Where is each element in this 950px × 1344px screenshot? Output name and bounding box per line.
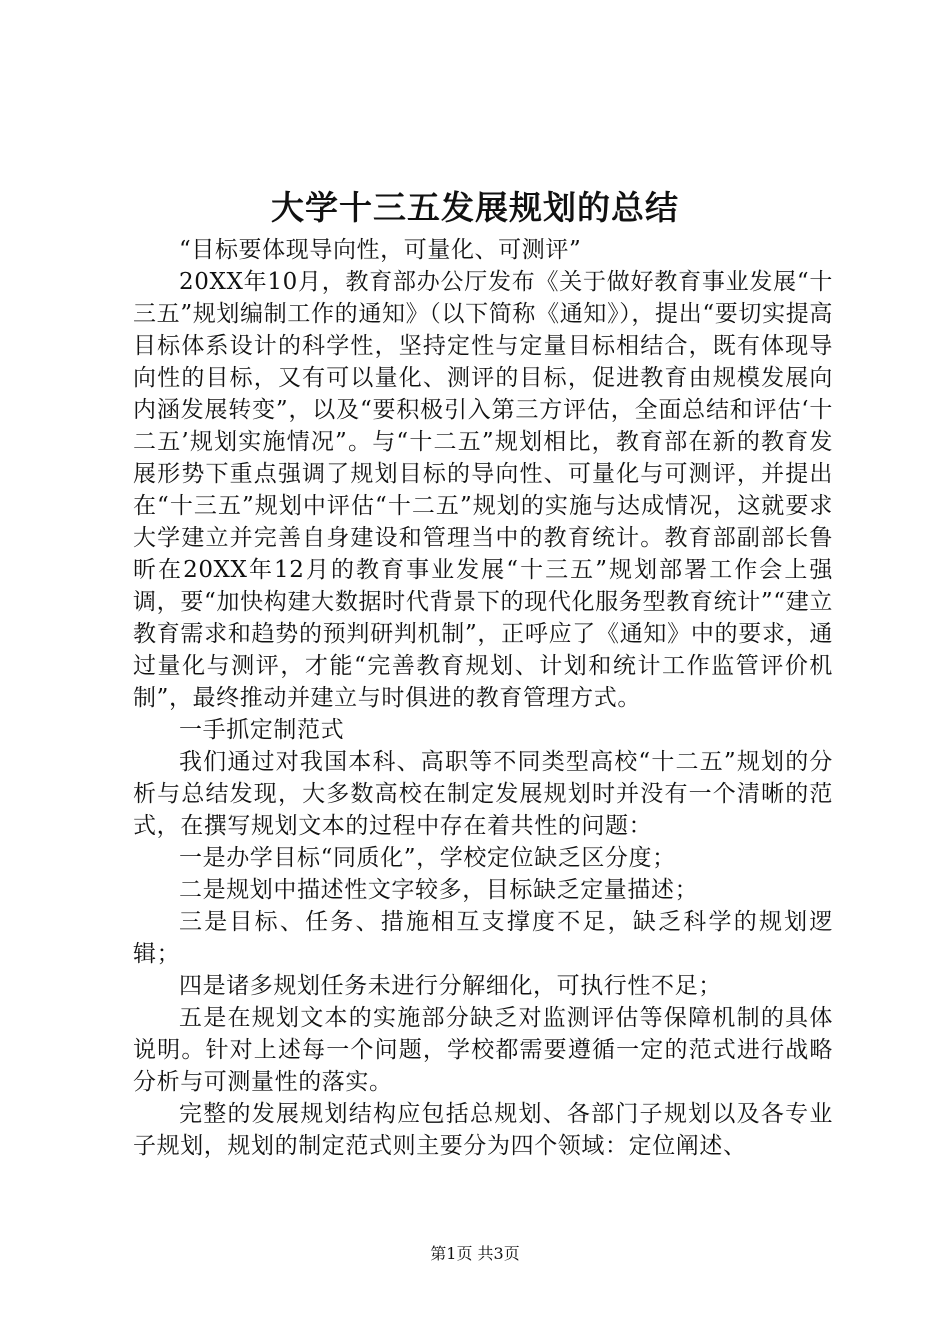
paragraph-issue-4: 四是诸多规划任务未进行分解细化，可执行性不足；	[179, 973, 722, 999]
document-title: 大学十三五发展规划的总结	[271, 188, 679, 227]
paragraph-analysis: 我们通过对我国本科、高职等不同类型高校“十二五”规划的分析与总结发现，大多数高校在制定发展规划时并没有一个清晰的范式，在撰写规划文本的过程中存在着共性的问题：	[133, 749, 833, 839]
page-number-footer: 第1页 共3页	[430, 1244, 520, 1263]
paragraph-issue-3: 三是目标、任务、措施相互支撑度不足，缺乏科学的规划逻辑；	[133, 909, 833, 967]
paragraph-issue-2: 二是规划中描述性文字较多，目标缺乏定量描述；	[179, 877, 699, 903]
paragraph-heading-paradigm: 一手抓定制范式	[179, 717, 345, 743]
document-body	[133, 234, 833, 1162]
paragraph-heading-goals: “目标要体现导向性，可量化、可测评”	[179, 237, 582, 263]
paragraph-issue-5: 五是在规划文本的实施部分缺乏对监测评估等保障机制的具体说明。针对上述每一个问题，学校都需要遵循一定的范式进行战略分析与可测量性的落实。	[133, 1005, 833, 1095]
paragraph-notice: 20XX年10月，教育部办公厅发布《关于做好教育事业发展“十三五”规划编制工作的通知》（以下简称《通知》），提出“要切实提高目标体系设计的科学性，坚持定性与定量目标相结合，既有体现导向性的目标，又有可以量化、测评的目标，促进教育由规模发展向内涵发展转变”，以及“要积极引入第三方评估，全面总结和评估‘十二五’规划实施情况”。与“十二五”规划相比，教育部在新的教育发展形势下重点强调了规划目标的导向性、可量化与可测评，并提出在“十三五”规划中评估“十二五”规划的实施与达成情况，这就要求大学建立并完善自身建设和管理当中的教育统计。教育部副部长鲁昕在20XX年12月的教育事业发展“十三五”规划部署工作会上强调，要“加快构建大数据时代背景下的现代化服务型教育统计”“建立教育需求和趋势的预判研判机制”，正呼应了《通知》中的要求，通过量化与测评，才能“完善教育规划、计划和统计工作监管评价机制”，最终推动并建立与时俱进的教育管理方式。	[133, 269, 833, 711]
paragraph-issue-1: 一是办学目标“同质化”，学校定位缺乏区分度；	[179, 845, 676, 871]
paragraph-structure: 完整的发展规划结构应包括总规划、各部门子规划以及各专业子规划，规划的制定范式则主要分为四个领域：定位阐述、	[133, 1101, 833, 1159]
